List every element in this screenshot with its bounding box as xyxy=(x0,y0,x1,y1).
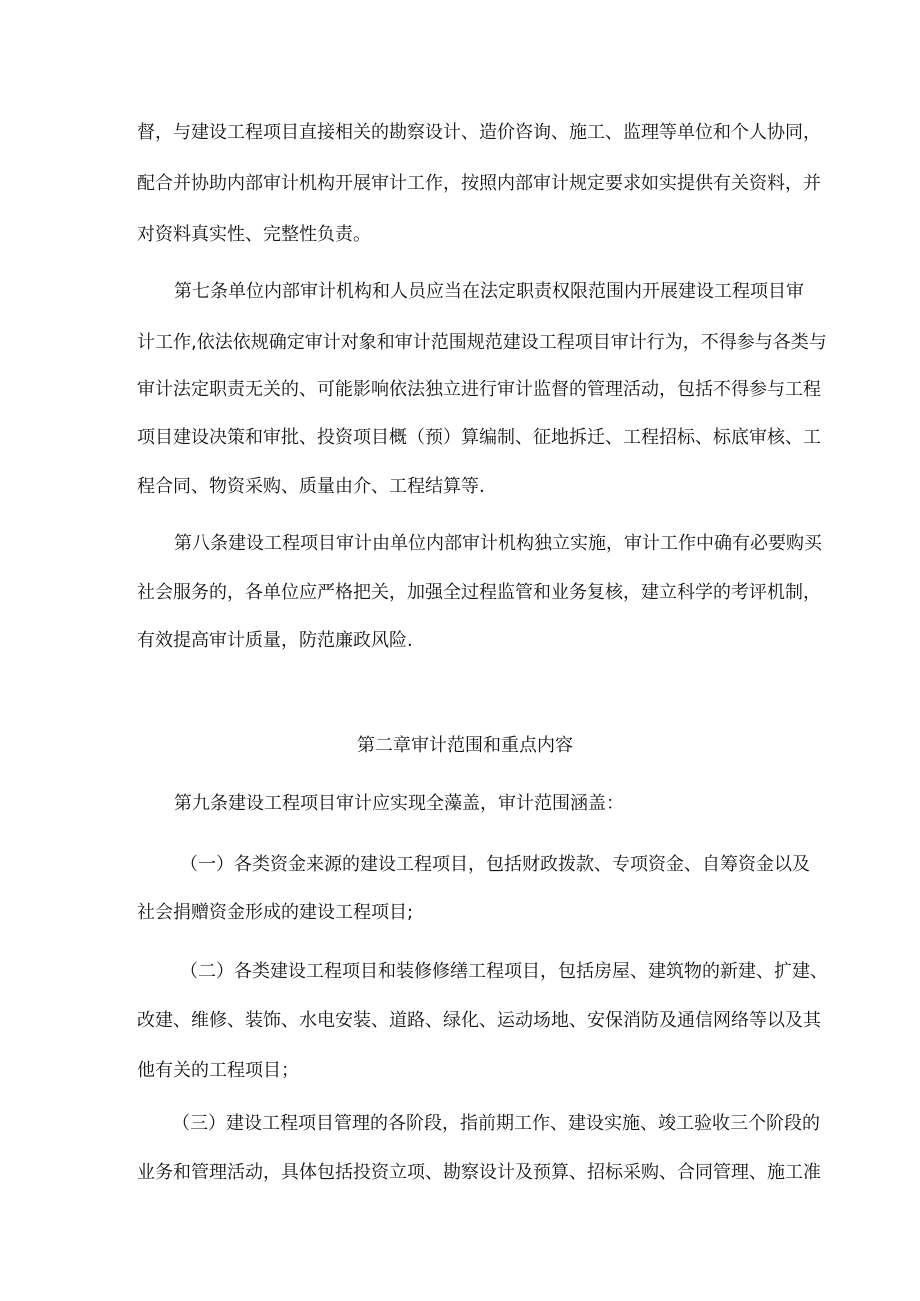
article-9-line-1: 第九条建设工程项目审计应实现全藻盖，审计范围涵盖： xyxy=(174,793,624,814)
paragraph-1-line-2: 配合并协助内部审计机构开展审计工作，按照内部审计规定要求如实提供有关资料，并 xyxy=(137,173,821,194)
paragraph-1-line-1: 督，与建设工程项目直接相关的勘察设计、造价咨询、施工、监理等单位和个人协同， xyxy=(137,122,821,143)
item-2-line-3: 他有关的工程项目； xyxy=(137,1060,299,1081)
article-8-line-1: 第八条建设工程项目审计由单位内部审计机构独立实施，审计工作中确有必要购买 xyxy=(174,533,822,554)
item-2-line-1: （二）各类建设工程项目和装修修缮工程项目，包括房屋、建筑物的新建、扩建、 xyxy=(180,961,828,982)
article-7-line-2: 计工作,依法依规确定审计对象和审计范围规范建设工程项目审计行为，不得参与各类与 xyxy=(137,332,827,353)
article-8-line-2: 社会服务的，各单位应严格把关，加强全过程监管和业务复核，建立科学的考评机制， xyxy=(137,582,821,603)
item-3-line-1: （三）建设工程项目管理的各阶段，指前期工作、建设实施、竣工验收三个阶段的 xyxy=(172,1113,820,1134)
chapter-title: 第二章审计范围和重点内容 xyxy=(357,735,573,756)
paragraph-1-line-3: 对资料真实性、完整性负责。 xyxy=(137,224,371,245)
item-1-line-1: （一）各类资金来源的建设工程项目，包括财政拨款、专项资金、自筹资金以及 xyxy=(180,854,810,875)
item-3-line-2: 业务和管理活动，具体包括投资立项、勘察设计及预算、招标采购、合同管理、施工准 xyxy=(137,1162,821,1183)
article-8-line-3: 有效提高审计质量，防范廉政风险. xyxy=(137,630,413,651)
article-7-line-3: 审计法定职责无关的、可能影响依法独立进行审计监督的管理活动，包括不得参与工程 xyxy=(137,379,821,400)
item-1-line-2: 社会捐赠资金形成的建设工程项目; xyxy=(137,902,414,923)
item-2-line-2: 改建、维修、装饰、水电安装、道路、绿化、运动场地、安保消防及通信网络等以及其 xyxy=(137,1010,821,1031)
article-7-line-4: 项目建设决策和审批、投资项目概（预）算编制、征地拆迁、工程招标、标底审核、工 xyxy=(137,427,821,448)
article-7-line-5: 程合同、物资采购、质量由介、工程结算等. xyxy=(137,476,485,497)
article-7-line-1: 第七条单位内部审计机构和人员应当在法定职责权限范围内开展建设工程项目审 xyxy=(174,281,804,302)
